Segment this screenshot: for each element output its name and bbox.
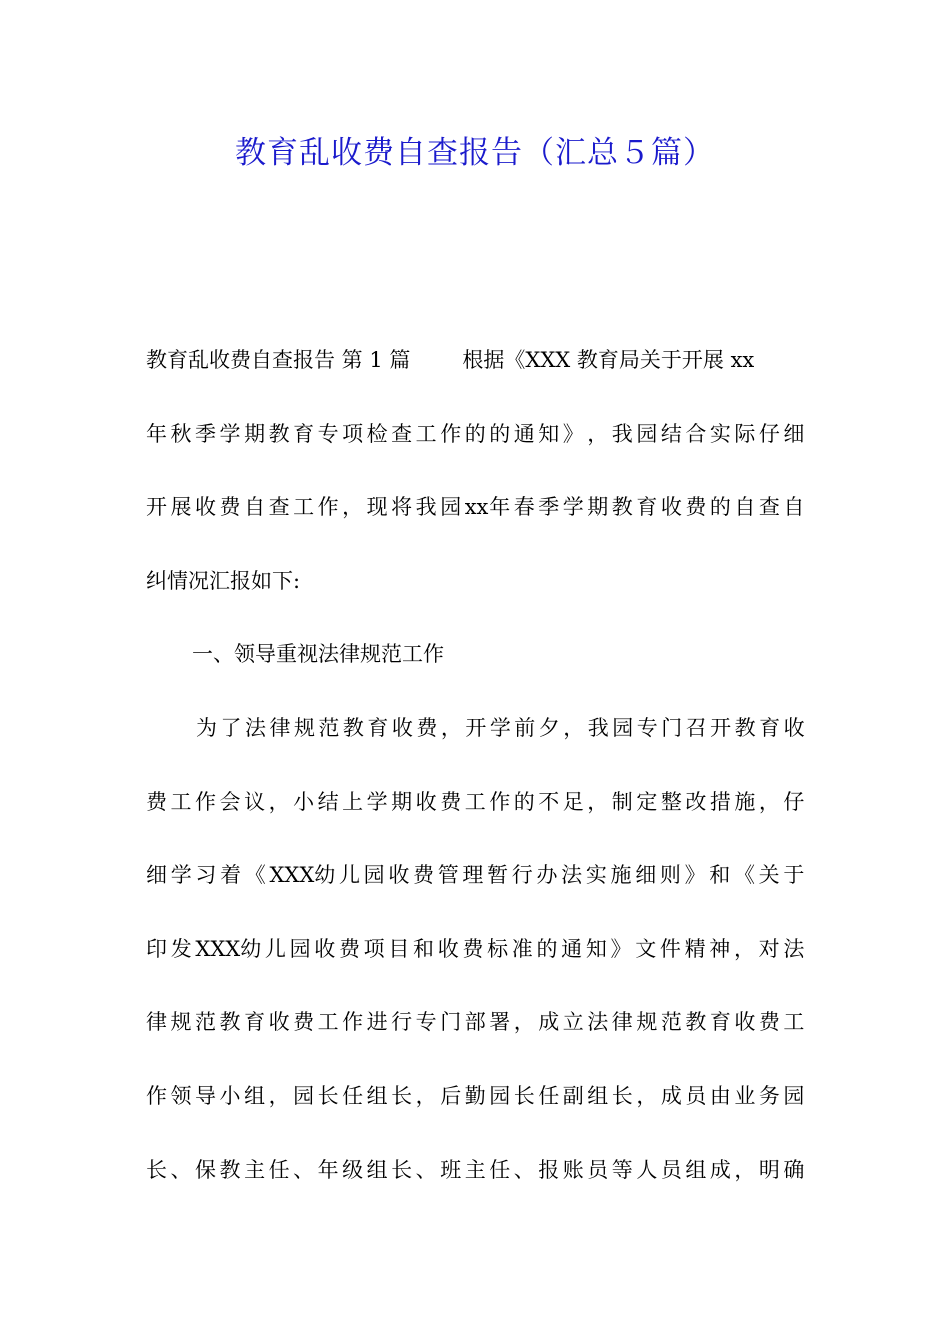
- body-line-4: [146, 553, 808, 627]
- body-line-text: 费 工 作 会 议 ， 小 结 上 学 期 收 费 工 作 的 不 足 ， 制 定 整 改 措 施 ， 仔: [146, 789, 805, 814]
- body-line-text: 根据《XXX 教育局关于开展 xx: [462, 348, 755, 372]
- body-line-6: [146, 700, 808, 774]
- body-line-text: 开 展 收 费 自 查 工 作 ， 现 将 我 园 xx 年 春 季 学 期 教 育 收 费 的 自 查 自: [146, 495, 805, 520]
- body-line-7: [146, 774, 808, 848]
- body-line-9: [146, 921, 808, 995]
- body-line-text: 律 规 范 教 育 收 费 工 作 进 行 专 门 部 署 ， 成 立 法 律 规 范 教 育 收 费 工: [146, 1010, 805, 1035]
- document-body: [146, 332, 808, 1215]
- section-label: 教育乱收费自查报告 第 1 篇: [146, 348, 411, 372]
- body-line-12: [146, 1142, 808, 1216]
- body-line-8: [146, 847, 808, 921]
- body-line-text: 长 、 保 教 主 任 、 年 级 组 长 、 班 主 任 、 报 账 员 等 人 员 组 成 ， 明 确: [146, 1157, 805, 1182]
- body-line-2: [146, 406, 808, 480]
- body-line-text: 印 发 XXX 幼 儿 园 收 费 项 目 和 收 费 标 准 的 通 知 》 文 件 精 神 ， 对 法: [146, 936, 805, 961]
- body-line-3: [146, 479, 808, 553]
- body-line-10: [146, 994, 808, 1068]
- body-line-text: 作 领 导 小 组 ， 园 长 任 组 长 ， 后 勤 园 长 任 副 组 长 ， 成 员 由 业 务 园: [146, 1083, 805, 1108]
- body-line-text: 年 秋 季 学 期 教 育 专 项 检 查 工 作 的 的 通 知 》 ， 我 园 结 合 实 际 仔 细: [146, 421, 805, 446]
- body-line-text: 细 学 习 着 《 XXX 幼 儿 园 收 费 管 理 暂 行 办 法 实 施 细 则 》 和 《 关 于: [146, 863, 805, 888]
- body-line-text: 纠情况汇报如下:: [146, 568, 301, 593]
- body-line-1: [146, 332, 808, 406]
- heading-text: 一、领导重视法律规范工作: [192, 642, 444, 667]
- document-title: 教育乱收费自查报告（汇总５篇）: [235, 135, 715, 171]
- section-heading: [146, 626, 808, 700]
- body-line-text: 为 了 法 律 规 范 教 育 收 费 ， 开 学 前 夕 ， 我 园 专 门 召 开 教 育 收: [196, 715, 805, 740]
- body-line-11: [146, 1068, 808, 1142]
